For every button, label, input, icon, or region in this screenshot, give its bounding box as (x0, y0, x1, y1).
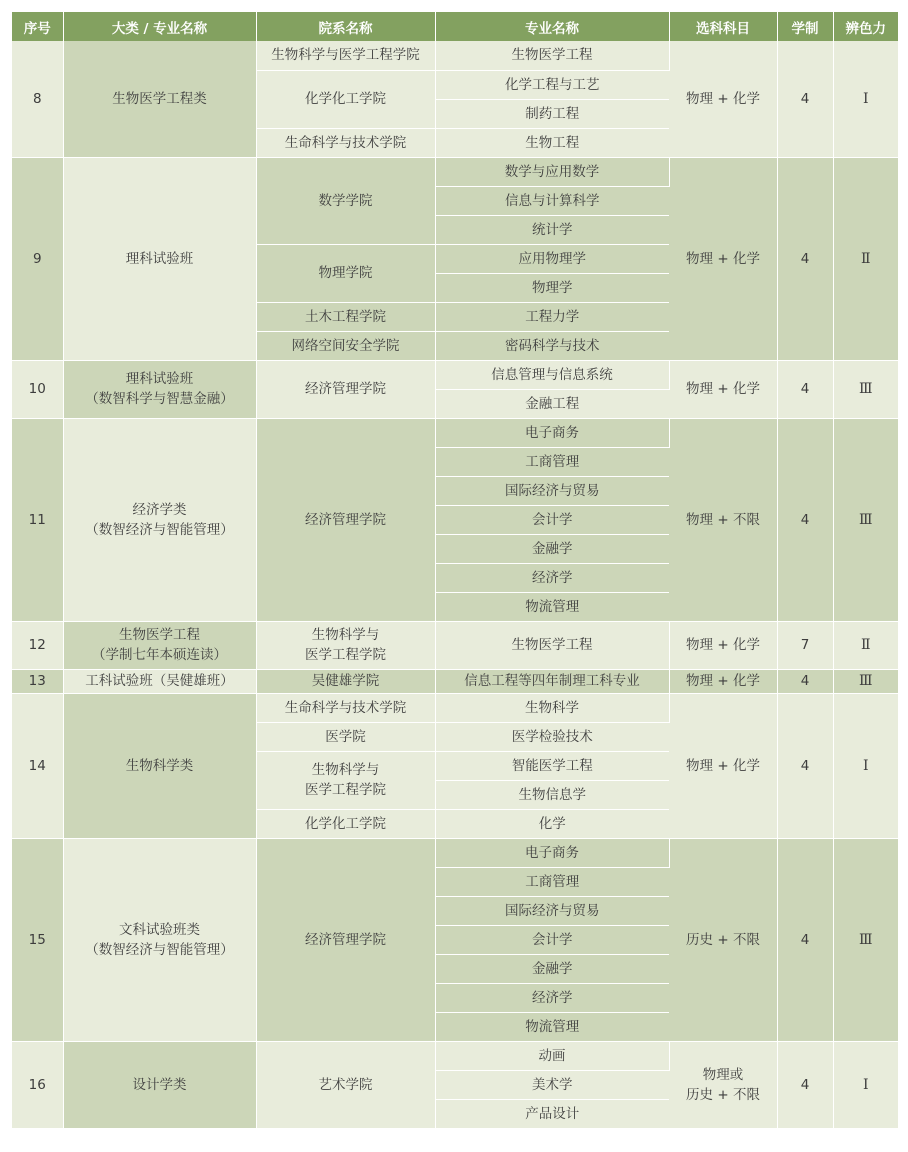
cell-college (256, 722, 435, 751)
text-line: 数学学院 (318, 192, 373, 209)
cell-level: Ⅱ (833, 621, 898, 669)
text-line: 历史 + 不限 (686, 1086, 760, 1103)
cell-subjects (669, 1041, 777, 1128)
cell-college (256, 751, 435, 809)
cell-category (63, 418, 256, 621)
text-line: 网络空间安全学院 (291, 337, 400, 354)
text-line: （数智科学与智慧金融） (85, 391, 234, 407)
cell-subjects (669, 360, 777, 418)
table-row (12, 418, 898, 447)
table-row (12, 669, 898, 693)
cell-years: 7 (777, 621, 833, 669)
cell-major: 生物信息学 (435, 780, 669, 809)
cell-college (256, 360, 435, 418)
cell-level: Ⅲ (833, 360, 898, 418)
cell-subjects (669, 669, 777, 693)
text-line: 物理 + 不限 (686, 511, 760, 528)
cell-major: 信息与计算科学 (435, 186, 669, 215)
cell-college (256, 669, 435, 693)
text-line: （数智经济与智能管理） (85, 941, 234, 958)
cell-category (63, 41, 256, 157)
cell-college (256, 302, 435, 331)
cell-category (63, 360, 256, 418)
cell-major: 金融学 (435, 534, 669, 563)
table-header-row (12, 12, 898, 41)
text-line: 经济管理学院 (305, 381, 386, 397)
text-line: 化学化工学院 (305, 91, 386, 107)
cell-subjects (669, 41, 777, 157)
text-line: 物理 + 化学 (686, 757, 760, 774)
text-line: 医学工程学院 (305, 782, 386, 798)
cell-major: 应用物理学 (435, 244, 669, 273)
cell-college (256, 41, 435, 70)
cell-major: 金融工程 (435, 389, 669, 418)
table-row (12, 621, 898, 669)
cell-subjects (669, 621, 777, 669)
text-line: 理科试验班 (125, 250, 194, 267)
text-line: 设计学类 (132, 1076, 187, 1093)
cell-seq: 16 (12, 1041, 63, 1128)
cell-college (256, 418, 435, 621)
text-line: （数智经济与智能管理） (85, 521, 234, 538)
cell-years: 4 (777, 693, 833, 838)
cell-seq: 12 (12, 621, 63, 669)
cell-major: 经济学 (435, 983, 669, 1012)
cell-seq: 11 (12, 418, 63, 621)
text-line: 土木工程学院 (305, 308, 386, 325)
cell-seq: 14 (12, 693, 63, 838)
table-row (12, 693, 898, 722)
cell-category (63, 1041, 256, 1128)
cell-seq: 13 (12, 669, 63, 693)
text-line: 物理学院 (318, 265, 373, 281)
cell-years: 4 (777, 418, 833, 621)
table-row (12, 838, 898, 867)
cell-major: 生物工程 (435, 128, 669, 157)
cell-major: 物流管理 (435, 592, 669, 621)
cell-major: 化学工程与工艺 (435, 70, 669, 99)
cell-major: 医学检验技术 (435, 722, 669, 751)
cell-level: Ⅲ (833, 669, 898, 693)
cell-years: 4 (777, 838, 833, 1041)
text-line: 生命科学与技术学院 (284, 134, 407, 151)
text-line: 经济管理学院 (305, 511, 386, 528)
text-line: 物理 + 化学 (686, 673, 760, 689)
cell-major: 美术学 (435, 1070, 669, 1099)
header-college: 院系名称 (256, 12, 435, 41)
header-level: 辨色力 (833, 12, 898, 41)
header-seq: 序号 (12, 12, 63, 41)
text-line: 历史 + 不限 (686, 931, 760, 948)
cell-major: 工商管理 (435, 867, 669, 896)
cell-major: 物流管理 (435, 1012, 669, 1041)
cell-level: Ⅰ (833, 693, 898, 838)
cell-years: 4 (777, 41, 833, 157)
cell-college (256, 331, 435, 360)
majors-table (12, 12, 898, 1129)
text-line: 医学院 (325, 728, 366, 745)
cell-major: 统计学 (435, 215, 669, 244)
cell-subjects (669, 157, 777, 360)
cell-major: 电子商务 (435, 838, 669, 867)
cell-major: 工商管理 (435, 447, 669, 476)
cell-college (256, 1041, 435, 1128)
cell-major: 生物医学工程 (435, 41, 669, 70)
cell-major: 信息管理与信息系统 (435, 360, 669, 389)
table-row (12, 41, 898, 70)
text-line: 物理或 (702, 1066, 744, 1083)
text-line: 生物科学与 (311, 762, 380, 778)
text-line: 理科试验班 (125, 371, 194, 387)
cell-major: 数学与应用数学 (435, 157, 669, 186)
cell-college (256, 244, 435, 302)
text-line: 生命科学与技术学院 (284, 699, 407, 716)
text-line: 生物科学与医学工程学院 (271, 47, 420, 64)
cell-major: 生物医学工程 (435, 621, 669, 669)
text-line: 经济管理学院 (305, 931, 386, 948)
cell-seq: 10 (12, 360, 63, 418)
cell-level: Ⅰ (833, 1041, 898, 1128)
cell-major: 物理学 (435, 273, 669, 302)
text-line: 艺术学院 (318, 1076, 373, 1093)
cell-college (256, 70, 435, 128)
cell-major: 生物科学 (435, 693, 669, 722)
text-line: 生物医学工程 (119, 627, 200, 643)
cell-seq: 15 (12, 838, 63, 1041)
text-line: 生物科学类 (125, 757, 194, 774)
cell-college (256, 809, 435, 838)
cell-level: Ⅲ (833, 838, 898, 1041)
table-row (12, 1041, 898, 1070)
cell-major: 工程力学 (435, 302, 669, 331)
cell-major: 信息工程等四年制理工科专业 (435, 669, 669, 693)
header-major: 专业名称 (435, 12, 669, 41)
cell-level: Ⅲ (833, 418, 898, 621)
cell-years: 4 (777, 1041, 833, 1128)
text-line: 经济学类 (132, 501, 187, 518)
cell-major: 动画 (435, 1041, 669, 1070)
cell-major: 会计学 (435, 925, 669, 954)
cell-level: Ⅰ (833, 41, 898, 157)
cell-major: 会计学 (435, 505, 669, 534)
table-body (12, 41, 898, 1128)
text-line: 生物医学工程类 (112, 90, 207, 107)
cell-seq: 9 (12, 157, 63, 360)
cell-seq: 8 (12, 41, 63, 157)
cell-college (256, 693, 435, 722)
cell-subjects (669, 693, 777, 838)
table-row (12, 360, 898, 389)
header-subjects: 选科科目 (669, 12, 777, 41)
cell-major: 化学 (435, 809, 669, 838)
text-line: 吴健雄学院 (311, 673, 380, 689)
table-row (12, 157, 898, 186)
text-line: （学制七年本硕连读） (92, 647, 227, 663)
admissions-table-container (12, 12, 898, 1129)
cell-category (63, 621, 256, 669)
text-line: 医学工程学院 (305, 647, 386, 663)
cell-category (63, 838, 256, 1041)
cell-college (256, 838, 435, 1041)
cell-major: 国际经济与贸易 (435, 896, 669, 925)
text-line: 物理 + 化学 (686, 637, 760, 653)
text-line: 物理 + 化学 (686, 381, 760, 397)
cell-years: 4 (777, 360, 833, 418)
header-category: 大类 / 专业名称 (63, 12, 256, 41)
cell-category (63, 157, 256, 360)
cell-college (256, 157, 435, 244)
text-line: 物理 + 化学 (686, 250, 760, 267)
cell-major: 金融学 (435, 954, 669, 983)
header-years: 学制 (777, 12, 833, 41)
cell-major: 产品设计 (435, 1099, 669, 1128)
cell-major: 国际经济与贸易 (435, 476, 669, 505)
cell-college (256, 128, 435, 157)
cell-level: Ⅱ (833, 157, 898, 360)
text-line: 物理 + 化学 (686, 90, 760, 107)
cell-major: 电子商务 (435, 418, 669, 447)
text-line: 生物科学与 (311, 627, 380, 643)
cell-subjects (669, 838, 777, 1041)
cell-subjects (669, 418, 777, 621)
cell-college (256, 621, 435, 669)
cell-major: 经济学 (435, 563, 669, 592)
text-line: 化学化工学院 (305, 815, 386, 832)
cell-major: 智能医学工程 (435, 751, 669, 780)
text-line: 工科试验班（吴健雄班） (85, 673, 234, 689)
cell-years: 4 (777, 157, 833, 360)
cell-major: 制药工程 (435, 99, 669, 128)
cell-category (63, 669, 256, 693)
cell-major: 密码科学与技术 (435, 331, 669, 360)
text-line: 文科试验班类 (119, 921, 200, 938)
cell-category (63, 693, 256, 838)
cell-years: 4 (777, 669, 833, 693)
